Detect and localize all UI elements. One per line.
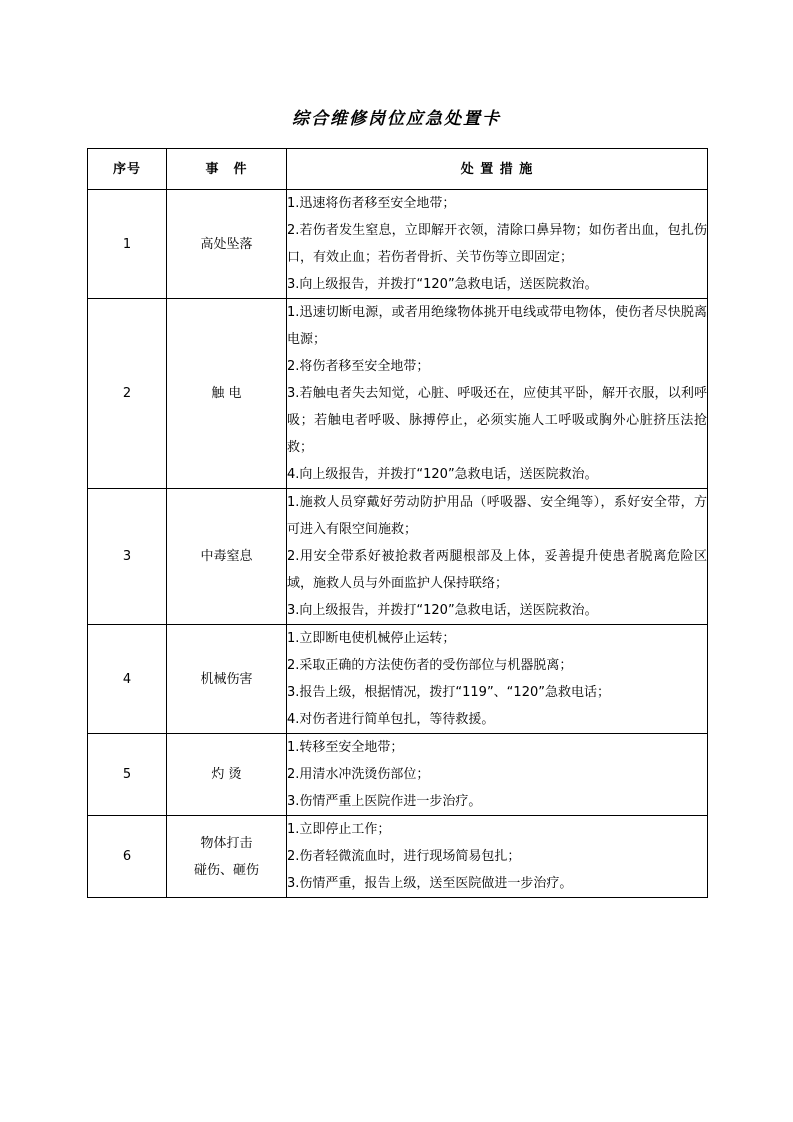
row-measures [287,299,708,489]
event-label: 高处坠落 [200,236,253,252]
row-event [167,816,287,898]
emergency-response-table [87,148,708,898]
event-label: 中毒窒息 [200,549,253,564]
measure-step: 2.若伤者发生窒息，立即解开衣领，清除口鼻异物；如伤者出血，包扎伤口，有效止血；若伤者骨折、关节伤等立即固定； [287,223,707,265]
measure-step: 3.若触电者失去知觉，心脏、呼吸还在，应使其平卧，解开衣服，以利呼吸；若触电者呼吸、脉搏停止，必须实施人工呼吸或胸外心脏挤压法抢救； [287,386,707,455]
event-label: 机械伤害 [200,671,253,687]
header-event: 事 件 [167,149,287,190]
row-measures [287,734,708,816]
table-row [88,299,708,489]
table-row [88,625,708,734]
measure-step: 3.报告上级，根据情况，拨打“119”、“120”急救电话； [287,685,610,700]
page-title: 综合维修岗位应急处置卡 [292,109,501,129]
measure-step: 1.立即停止工作； [287,822,391,837]
event-label: 碰伤、砸伤 [193,862,259,878]
row-event [167,190,287,299]
table-header-row [88,149,708,190]
measure-step: 2.将伤者移至安全地带； [287,359,430,374]
event-label: 灼 烫 [211,767,242,782]
measure-step: 4.向上级报告，并拨打“120”急救电话，送医院救治。 [287,467,598,482]
measure-step: 1.立即断电使机械停止运转； [287,631,456,646]
table-row [88,816,708,898]
row-measures [287,489,708,625]
measure-step: 3.向上级报告，并拨打“120”急救电话，送医院救治。 [287,277,598,292]
measure-step: 1.迅速将伤者移至安全地带； [287,196,456,211]
row-measures [287,816,708,898]
row-number: 4 [88,625,167,734]
table-row [88,190,708,299]
row-event [167,734,287,816]
row-number: 6 [88,816,167,898]
row-number: 1 [88,190,167,299]
measure-step: 2.用清水冲洗烫伤部位； [287,767,430,782]
row-number: 2 [88,299,167,489]
measure-step: 2.采取正确的方法使伤者的受伤部位与机器脱离； [287,658,573,673]
measure-step: 1.迅速切断电源，或者用绝缘物体挑开电线或带电物体，使伤者尽快脱离电源； [287,305,707,347]
measure-step: 1.转移至安全地带； [287,740,404,755]
row-measures [287,625,708,734]
table-row [88,489,708,625]
measure-step: 4.对伤者进行简单包扎，等待救援。 [287,712,495,727]
measure-step: 3.伤情严重上医院作进一步治疗。 [287,794,482,809]
event-label: 物体打击 [200,835,253,851]
measure-step: 2.伤者轻微流血时，进行现场简易包扎； [287,849,521,864]
row-number: 3 [88,489,167,625]
measure-step: 3.伤情严重，报告上级，送至医院做进一步治疗。 [287,876,573,891]
measure-step: 1.施救人员穿戴好劳动防护用品（呼吸器、安全绳等），系好安全带，方可进入有限空间施救； [287,495,707,537]
row-event [167,299,287,489]
row-number: 5 [88,734,167,816]
measure-step: 2.用安全带系好被抢救者两腿根部及上体，妥善提升使患者脱离危险区域，施救人员与外面监护人保持联络； [287,549,707,591]
row-event [167,489,287,625]
measure-step: 3.向上级报告，并拨打“120”急救电话，送医院救治。 [287,603,598,618]
header-measures: 处 置 措 施 [287,149,708,190]
table-row [88,734,708,816]
header-number: 序号 [88,149,167,190]
row-event [167,625,287,734]
row-measures [287,190,708,299]
event-label: 触 电 [211,386,242,401]
